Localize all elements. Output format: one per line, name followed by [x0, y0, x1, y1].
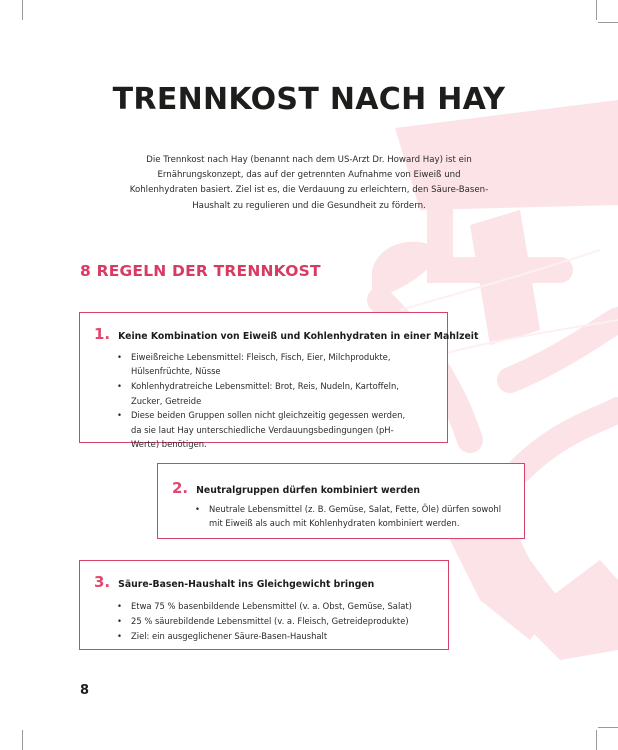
- rule-2-bullets: [195, 502, 507, 531]
- section-title: 8 REGELN DER TRENNKOST: [80, 262, 321, 280]
- rule-box-3: [79, 560, 449, 650]
- intro-paragraph: Die Trennkost nach Hay (benannt nach dem US-Arzt Dr. Howard Hay) ist ein Ernährungskonzept, das auf der getrennten Aufnahme von Eiweiß und Kohlenhydraten basiert. Ziel ist es, die Verdauung zu erleichtern, den Säure-Basen-Haushalt zu regulieren und die Gesundheit zu fördern.: [129, 155, 489, 211]
- rule-3-number: 3.: [94, 573, 111, 591]
- rule-3-heading: Säure-Basen-Haushalt ins Gleichgewicht bringen: [118, 579, 375, 590]
- rule-1-header: [94, 324, 478, 343]
- rule-2-number: 2.: [172, 479, 189, 497]
- list-item: • Diese beiden Gruppen sollen nicht gleichzeitig gegessen werden, da sie laut Hay unterschiedliche Verdauungsbedingungen (pH-Werte) benötigen.: [117, 408, 417, 451]
- rule-2-heading: Neutralgruppen dürfen kombiniert werden: [196, 485, 421, 496]
- rule-1-number: 1.: [94, 325, 111, 343]
- list-item: • Kohlenhydratreiche Lebensmittel: Brot, Reis, Nudeln, Kartoffeln, Zucker, Getreide: [117, 379, 417, 408]
- list-item: • 25 % säurebildende Lebensmittel (v. a. Fleisch, Getreideprodukte): [117, 614, 427, 628]
- rule-3-header: [94, 572, 374, 591]
- list-item: • Eiweißreiche Lebensmittel: Fleisch, Fisch, Eier, Milchprodukte, Hülsenfrüchte, Nüsse: [117, 350, 417, 379]
- rule-box-1: [79, 312, 479, 450]
- list-item: • Neutrale Lebensmittel (z. B. Gemüse, Salat, Fette, Öle) dürfen sowohl mit Eiweiß als auch mit Kohlenhydraten kombiniert werden.: [195, 502, 507, 531]
- list-item: • Ziel: ein ausgeglichener Säure-Basen-Haushalt: [117, 629, 427, 643]
- page-number: 8: [80, 683, 90, 698]
- rule-1-heading: Keine Kombination von Eiweiß und Kohlenhydraten in einer Mahlzeit: [118, 331, 479, 342]
- page-title: TRENNKOST NACH HAY: [112, 82, 506, 117]
- rule-3-bullets: [117, 599, 427, 643]
- rule-1-bullets: [117, 350, 417, 452]
- rule-box-2: [157, 463, 525, 539]
- list-item: • Etwa 75 % basenbildende Lebensmittel (v. a. Obst, Gemüse, Salat): [117, 599, 427, 613]
- rule-2-header: [172, 478, 420, 497]
